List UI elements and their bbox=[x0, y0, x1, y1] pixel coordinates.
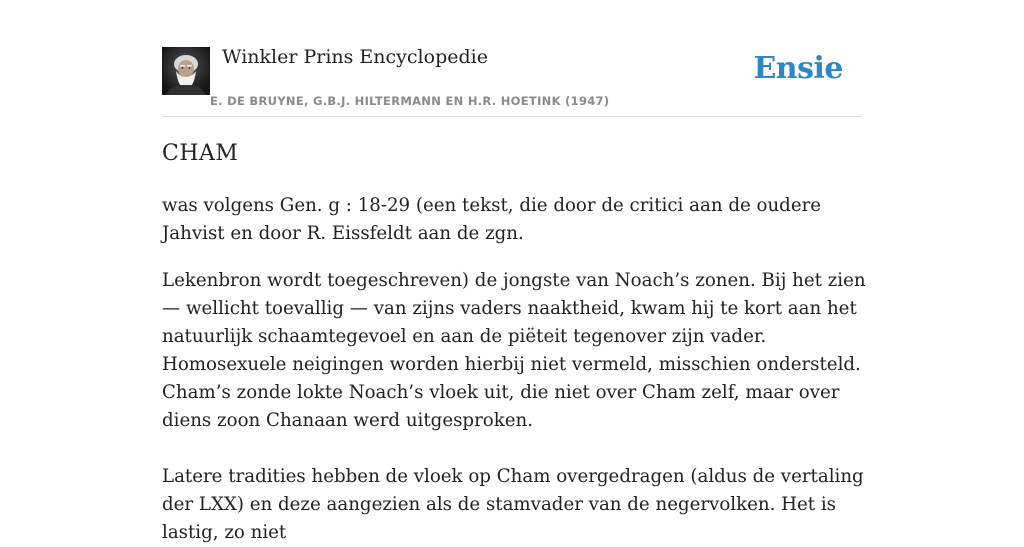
entry-title: CHAM bbox=[162, 141, 239, 166]
page-container bbox=[162, 0, 866, 543]
entry-paragraph-2: Lekenbron wordt toegeschreven) de jongste van Noach’s zonen. Bij het zien — wellicht toevallig — van zijns vaders naaktheid, kwam hij te kort aan het natuurlijk schaamtegevoel en aan de piëteit tegenover zijn vader. Homosexuele neigingen worden hierbij niet vermeld, misschien ondersteld. Cham’s zonde lokte Noach’s vloek uit, die niet over Cham zelf, maar over diens zoon Chanaan werd uitgesproken. bbox=[162, 270, 866, 431]
ensie-logo-link[interactable]: Ensie bbox=[753, 51, 843, 86]
avatar[interactable] bbox=[162, 47, 210, 95]
source-header bbox=[162, 0, 862, 117]
entry-paragraph-3: Latere tradities hebben de vloek op Cham overgedragen (aldus de vertaling der LXX) en deze aangezien als de stamvader van de negervolken. Het is lastig, zo niet bbox=[162, 466, 864, 543]
source-title: Winkler Prins Encyclopedie bbox=[222, 46, 488, 68]
entry-paragraph-1: was volgens Gen. g : 18-29 (een tekst, die door de critici aan de oudere Jahvist en door R. Eissfeldt aan de zgn. bbox=[162, 195, 822, 244]
bearded-man-portrait-icon bbox=[162, 47, 210, 95]
source-authors: E. DE BRUYNE, G.B.J. HILTERMANN EN H.R. HOETINK (1947) bbox=[210, 94, 610, 108]
